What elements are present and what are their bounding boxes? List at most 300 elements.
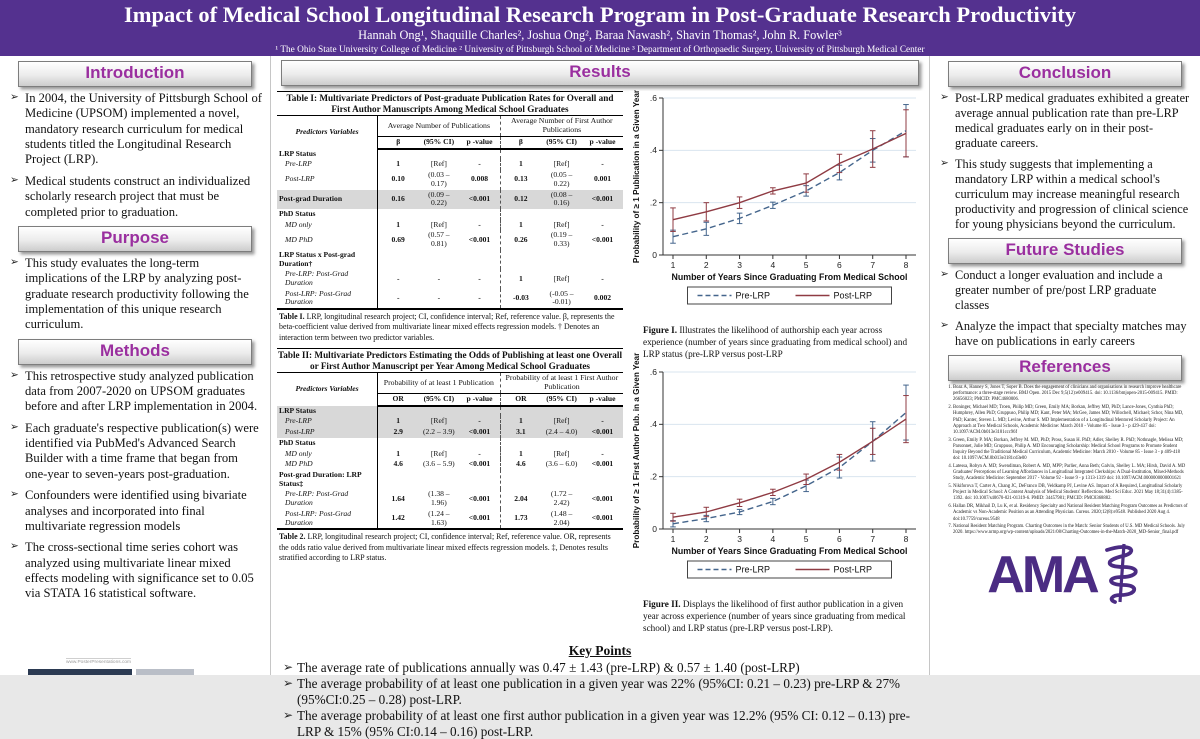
table-cell: 4.6 — [500, 459, 541, 470]
svg-text:3: 3 — [737, 260, 742, 270]
svg-text:Probability of ≥ 1 Publication: Probability of ≥ 1 Publication in a Given Year — [632, 89, 641, 264]
table-cell — [582, 438, 623, 449]
table-cell — [418, 470, 459, 489]
svg-text:6: 6 — [837, 534, 842, 545]
bullet-item — [10, 91, 262, 168]
table-cell: (2.2 – 3.9) — [418, 427, 459, 438]
table-cell — [459, 406, 500, 417]
table1-sub-header: (95% CI) — [418, 136, 459, 148]
key-point-item — [283, 660, 919, 676]
figure1-caption-label: Figure I. — [643, 325, 678, 335]
arrow-bullet-icon: ➢ — [10, 92, 19, 103]
section-heading-introduction: Introduction — [18, 61, 252, 87]
table1-title: Table I: Multivariate Predictors of Post-graduate Publication Rates for Overall and First Author Manuscripts Among Medical School Graduates — [277, 91, 623, 115]
svg-text:Number of Years Since Graduati: Number of Years Since Graduating From Medical School — [671, 272, 908, 282]
table-cell: - — [437, 273, 441, 283]
table-cell — [418, 149, 459, 160]
arrow-bullet-icon: ➢ — [940, 269, 949, 280]
table-cell: 1 — [396, 159, 401, 169]
table-cell: 0.002 — [593, 293, 612, 303]
table-cell: - — [459, 416, 500, 427]
table2-grid — [277, 372, 623, 530]
table-cell: 1 — [500, 449, 541, 460]
table-cell: [Ref] — [430, 448, 447, 458]
reference-item: 4. Latessa, Robyn A. MD; Swendiman, Robert A. MD, MPP; Parlier, Anna Beth; Galvin, Shelley L. MA; Hirsh, David A. MD Graduates' Perceptions of Learning Affordances in Longitudinal Integrated Clerkships: A Dual-Institution, Mixed-Methods Study, Academic Medicine: September 2017 - Volume 92 - Issue 9 - p 1313-1319 doi: 10.1097/ACM.0000000000001621 — [953, 464, 1188, 483]
table-cell — [541, 250, 582, 269]
table1-caption-label: Table I. — [279, 312, 305, 322]
figures-subcolumn — [625, 89, 929, 640]
table-cell — [500, 470, 541, 489]
table-cell — [500, 209, 541, 220]
row-label: Post-LRP — [277, 427, 378, 438]
table-row — [277, 220, 623, 231]
svg-text:8: 8 — [903, 260, 909, 270]
table1-sub-header: (95% CI) — [541, 136, 582, 148]
table-cell: (2.4 – 4.0) — [541, 427, 582, 438]
arrow-bullet-icon: ➢ — [10, 489, 19, 501]
table-row — [277, 416, 623, 427]
table-cell: (3.6 – 6.0) — [545, 459, 578, 469]
svg-text:3: 3 — [737, 534, 742, 545]
table-cell: (0.09 – 0.22) — [418, 190, 459, 209]
reference-item: 2. Boninger, Michael MD; Troen, Philip MD; Green, Emily MA; Borkan, Jeffrey MD, PhD; Lance-Jones, Cynthia PhD; Humphrey, Allen PhD; Gruppuso, Philip MD; Kant, Peter MA; McGee, James MD; Willochell, Michael; Schor, Nina MD, PhD; Kanter, Steven L. MD; Levine, Arthur S. MD Implementation of a Longitudinal Mentored Scholarly Project: An Approach at Two Medical Schools, Academic Medicine: March 2010 - Volume 85 - Issue 3 - p 429-437 doi: 10.1097/ACM.0b013e3181ccc96f — [953, 405, 1188, 436]
table-row — [277, 190, 623, 209]
purpose-body — [0, 256, 270, 333]
figure2-caption-text: Displays the likelihood of first author publication in a given year across experience (number of years since graduating from medical school) and LRP status (pre-LRP versus post-LRP). — [643, 599, 906, 633]
svg-text:5: 5 — [803, 534, 809, 545]
row-label: Post-LRP: Post-Grad Duration — [277, 509, 378, 529]
table1-group-header-2: Average Number of First Author Publications — [500, 116, 623, 137]
row-label: PhD Status — [277, 438, 378, 449]
row-label: Pre-LRP — [277, 416, 378, 427]
table-cell: - — [478, 219, 481, 229]
row-label: Post-LRP — [277, 170, 378, 189]
table2-sub-header: OR — [500, 393, 541, 405]
arrow-bullet-icon: ➢ — [940, 158, 949, 169]
methods-body — [0, 369, 270, 602]
table-cell — [459, 470, 500, 489]
table-cell: (3.6 – 5.9) — [423, 459, 455, 469]
bullet-text: Each graduate's respective publication(s) were identified via PubMed's Advanced Search Builder with a time frame that began from one-year to seven-years post-graduation. — [25, 420, 259, 481]
row-label: Post-grad Duration: LRP Status‡ — [277, 470, 378, 489]
table-cell — [582, 406, 623, 417]
svg-text:2: 2 — [703, 260, 709, 270]
svg-text:Probability of ≥ 1 First Autho: Probability of ≥ 1 First Author Pub. in a Given Year — [632, 353, 641, 549]
table-row — [277, 289, 623, 309]
table-cell: - — [601, 273, 604, 283]
svg-text:8: 8 — [903, 534, 909, 545]
table-cell: <0.001 — [459, 427, 500, 438]
table1-caption-text: LRP, longitudinal research project; CI, confidence interval; Ref, reference value. β, represents the beta-coefficient value derived from multivariate linear mixed effects regression models. † Denotes an interaction term between two predictor variables. — [279, 312, 615, 342]
figure1-caption — [643, 325, 917, 360]
row-label: Pre-LRP: Post-Grad Duration — [277, 269, 378, 288]
arrow-bullet-icon: ➢ — [10, 256, 19, 268]
table-cell: (-0.05 – -0.01) — [549, 288, 574, 307]
svg-text:1: 1 — [670, 534, 676, 545]
svg-text:1: 1 — [670, 260, 676, 270]
poster-affiliations: ¹ The Ohio State University College of Medicine ² University of Pittsburgh School of Medicine ³ Department of Orthopaedic Surgery, University of Pittsburgh Medical Center — [275, 44, 925, 55]
bullet-item — [10, 256, 262, 333]
figure1 — [629, 91, 929, 360]
table-cell: [Ref] — [541, 416, 582, 427]
figure1-caption-text: Illustrates the likelihood of authorship each year across experience (number of years since graduating from medical school) and LRP status (pre-LRP versus post-LRP — [643, 325, 908, 359]
table2-caption-label: Table 2. — [279, 532, 306, 542]
table-cell — [500, 250, 541, 269]
references-list — [944, 385, 1188, 537]
table-cell: - — [396, 293, 400, 303]
figure2-plot — [629, 353, 929, 598]
middle-column — [270, 56, 930, 739]
table-cell — [582, 149, 623, 160]
table-cell: <0.001 — [468, 459, 491, 469]
reference-item: 3. Green, Emily P. MA; Borkan, Jeffrey M. MD, PhD; Pross, Susan H. PhD; Adler, Shelley R. PhD; Nothnagle, Melissa MD; Parsonnet, Julie MD; Gruppuso, Philip A. MD Encouraging Scholarship: Medical School Programs to Promote Student Inquiry Beyond the Traditional Medical Curriculum, Academic Medicine: March 2010 - Volume 85 - Issue 3 - p 409-418 doi: 10.1097/ACM.0b013e3181cd3e00 — [953, 438, 1188, 463]
row-label: Post-LRP: Post-Grad Duration — [277, 289, 378, 309]
table-cell — [418, 438, 459, 449]
row-label: MD only — [277, 449, 378, 460]
table-cell: (0.57 – 0.81) — [428, 230, 450, 249]
table-cell: (1.48 – 2.04) — [550, 508, 573, 527]
svg-text:Number of Years Since Graduati: Number of Years Since Graduating From Medical School — [671, 546, 908, 557]
bullet-text: Confounders were identified using bivariate analyses and incorporated into final multivariate regression models — [25, 488, 247, 533]
arrow-bullet-icon: ➢ — [10, 174, 19, 186]
future-studies-body — [930, 268, 1200, 349]
arrow-bullet-icon: ➢ — [283, 708, 294, 723]
table-cell: (0.05 – 0.22) — [550, 170, 573, 188]
table-cell: (0.03 – 0.17) — [428, 170, 450, 188]
svg-text:4: 4 — [770, 534, 776, 545]
row-label: LRP Status — [277, 406, 378, 417]
row-label: PhD Status — [277, 209, 378, 220]
footer-artifact-bar-light — [136, 669, 194, 675]
table-cell: 0.12 — [500, 190, 541, 209]
table-cell: 4.6 — [393, 459, 403, 469]
table-cell: - — [601, 159, 604, 169]
table-cell: 2.9 — [378, 427, 419, 438]
table-cell: 0.10 — [391, 174, 405, 184]
table-row — [277, 149, 623, 160]
table-cell: (1.24 – 1.63) — [428, 508, 450, 527]
svg-text:.6: .6 — [649, 367, 657, 378]
reference-item: 1. Boaz A, Hanney S, Jones T, Soper B. Does the engagement of clinicians and organisations in research improve healthcare performance: a three-stage review. BMJ Open. 2015 Dec 9;5(12):e009415. doi: 10.1136/bmjopen-2015-009415. PMID: 26656023; PMCID: PMC4680006. — [953, 385, 1188, 404]
table-cell: (0.08 – 0.16) — [541, 190, 582, 209]
bullet-item — [10, 174, 262, 220]
table-cell: [Ref] — [553, 273, 570, 283]
table-row — [277, 459, 623, 470]
key-point-text: The average rate of publications annually was 0.47 ± 1.43 (pre-LRP) & 0.57 ± 1.40 (post-LRP) — [297, 659, 800, 675]
bullet-text: In 2004, the University of Pittsburgh School of Medicine (UPSOM) implemented a novel, mandatory research curriculum for medical students titled the Longitudinal Research Project (LRP). — [25, 91, 262, 167]
row-label: MD only — [277, 220, 378, 231]
table1-sub-header: p -value — [582, 136, 623, 148]
svg-text:6: 6 — [837, 260, 842, 270]
svg-text:Post-LRP: Post-LRP — [833, 564, 873, 575]
bullet-item — [940, 157, 1192, 232]
table-cell — [541, 470, 582, 489]
table-cell — [500, 438, 541, 449]
table-cell: 0.16 — [378, 190, 419, 209]
arrow-bullet-icon: ➢ — [940, 92, 949, 103]
key-point-text: The average probability of at least one first author publication in a given year was 12.2% (95% CI: 0.12 – 0.13) pre-LRP & 15% (95% CI:0.14 – 0.16) post-LRP. — [297, 708, 911, 739]
row-label: Pre-LRP — [277, 159, 378, 170]
table-cell: <0.001 — [468, 234, 491, 244]
table-cell — [378, 470, 419, 489]
svg-text:.4: .4 — [649, 419, 657, 430]
table-row — [277, 489, 623, 508]
table1-sub-header: β — [500, 136, 541, 148]
table-cell: 2.04 — [500, 489, 541, 508]
bullet-item — [10, 421, 262, 482]
table-cell — [459, 209, 500, 220]
table-row — [277, 438, 623, 449]
table-cell: [Ref] — [553, 448, 570, 458]
table-cell — [459, 149, 500, 160]
table-cell — [418, 250, 459, 269]
key-point-item — [283, 676, 919, 707]
table2-sub-header: (95% CI) — [418, 393, 459, 405]
svg-text:.2: .2 — [649, 197, 657, 208]
table-cell — [541, 438, 582, 449]
bullet-text: This study suggests that implementing a mandatory LRP within a medical school's curriculum may increase meaningful research productivity and progression of clinical science for young physicians beyond the curriculum. — [955, 157, 1189, 231]
table-cell: [Ref] — [430, 159, 447, 169]
bullet-text: The cross-sectional time series cohort was analyzed using multivariate linear mixed effects modeling with significance set to 0.05 via STATA 16 statistical software. — [25, 540, 254, 601]
table-cell: <0.001 — [591, 459, 614, 469]
table2-title: Table II: Multivariate Predictors Estimating the Odds of Publishing at least one Overall or First Author Manuscript per Year Among Medical School Graduates — [277, 349, 623, 372]
table-cell: -0.03 — [500, 289, 541, 309]
bullet-text: This retrospective study analyzed publication data from 2007-2020 on UPSOM graduates before and after LRP implementation in 2004. — [25, 368, 258, 414]
row-label: LRP Status — [277, 149, 378, 160]
tables-subcolumn — [271, 89, 625, 640]
table-cell: (0.19 – 0.33) — [550, 230, 573, 249]
table2-caption — [279, 532, 621, 563]
figure2 — [629, 353, 929, 634]
right-column — [930, 56, 1200, 675]
table-cell: [Ref] — [430, 219, 447, 229]
table-cell — [582, 470, 623, 489]
poster-header — [0, 0, 1200, 56]
row-label: MD PhD — [277, 230, 378, 249]
key-points — [271, 643, 929, 739]
bullet-text: Conduct a longer evaluation and include a greater number of pre/post LRP graduate classes — [955, 268, 1163, 312]
introduction-body — [0, 91, 270, 220]
table-cell: [Ref] — [553, 159, 570, 169]
table-cell: 1.64 — [391, 493, 405, 503]
section-heading-conclusion: Conclusion — [948, 61, 1182, 87]
svg-text:4: 4 — [770, 260, 776, 270]
poster-template-watermark: www.PosterPresentations.com — [66, 660, 132, 665]
table-cell: 1 — [500, 416, 541, 427]
bullet-text: Medical students construct an individualized scholarly research project that must be completed prior to graduation. — [25, 173, 251, 219]
ama-logo-text: AMA — [987, 546, 1097, 605]
table-cell: 0.001 — [593, 174, 612, 184]
table1-sub-header: β — [378, 136, 419, 148]
table-row — [277, 159, 623, 170]
table-cell: - — [582, 416, 623, 427]
figure2-caption — [643, 599, 917, 634]
section-heading-future-studies: Future Studies — [948, 238, 1182, 264]
section-heading-references: References — [948, 355, 1182, 381]
table-cell: [Ref] — [418, 416, 459, 427]
table-cell: 1 — [378, 416, 419, 427]
table-cell — [459, 250, 500, 269]
table-cell — [582, 250, 623, 269]
section-heading-purpose: Purpose — [18, 226, 252, 252]
arrow-bullet-icon: ➢ — [940, 320, 949, 331]
table-cell: 0.008 — [470, 174, 489, 184]
bullet-text: Analyze the impact that specialty matches may have on publications in early careers — [955, 319, 1187, 348]
table-cell: 3.1 — [500, 427, 541, 438]
arrow-bullet-icon: ➢ — [283, 659, 294, 674]
table1-sub-header: p -value — [459, 136, 500, 148]
bullet-item — [940, 319, 1192, 349]
bullet-item — [10, 488, 262, 534]
caduceus-icon — [1097, 542, 1143, 609]
svg-text:5: 5 — [803, 260, 809, 270]
table-cell — [378, 149, 419, 160]
table2-sub-header: p -value — [459, 393, 500, 405]
table-cell: <0.001 — [459, 190, 500, 209]
svg-text:0: 0 — [652, 524, 657, 535]
reference-item: 7. National Resident Matching Program. Charting Outcomes in the Match: Senior Students of U.S. MD Medical Schools. July 2020. https://www.nrmp.org/wp-content/uploads/2021/08/Charting-Outcomes-in-the-Match-2020_MD-Senior_final.pdf — [953, 524, 1188, 536]
table-row — [277, 509, 623, 529]
table-row — [277, 427, 623, 438]
section-heading-results: Results — [281, 60, 919, 86]
table-cell — [500, 406, 541, 417]
table-cell: - — [478, 448, 481, 458]
table-cell: <0.001 — [591, 513, 614, 523]
table-cell — [500, 149, 541, 160]
svg-text:Post-LRP: Post-LRP — [833, 290, 873, 301]
table-cell: 1 — [396, 219, 401, 229]
table-cell: 0.13 — [500, 170, 541, 189]
table-cell: - — [478, 159, 481, 169]
bullet-item — [940, 268, 1192, 313]
table-row — [277, 470, 623, 489]
svg-text:7: 7 — [870, 534, 876, 545]
figure2-caption-label: Figure II. — [643, 599, 681, 610]
table-cell: - — [478, 293, 481, 303]
bullet-item — [940, 91, 1192, 151]
table-cell: <0.001 — [468, 513, 491, 523]
table1-label-header: Predictors Variables — [277, 116, 378, 149]
table-cell — [378, 209, 419, 220]
table-row — [277, 170, 623, 189]
table-cell: - — [437, 293, 441, 303]
table2-caption-text: LRP, longitudinal research project; CI, confidence interval; Ref, reference value. OR, represents the odds ratio value derived from multivariate linear mixed effects regression models. ‡, Denotes results stratified according to LRP status. — [279, 532, 611, 562]
table-cell: <0.001 — [591, 234, 614, 244]
poster-title: Impact of Medical School Longitudinal Research Program in Post-Graduate Research Productivity — [123, 2, 1077, 27]
table2-group-header-2: Probability of at least 1 First Author Publication — [500, 373, 623, 394]
key-points-heading: Key Points — [568, 642, 632, 658]
table1-caption — [279, 312, 621, 343]
table2-sub-header: OR — [378, 393, 419, 405]
table-cell — [378, 250, 419, 269]
table-cell: [Ref] — [553, 219, 570, 229]
row-label: Post-grad Duration — [277, 190, 378, 209]
left-column — [0, 56, 270, 675]
conclusion-body — [930, 91, 1200, 232]
row-label: Pre-LRP: Post-Grad Duration — [277, 489, 378, 508]
table-cell: (1.38 – 1.96) — [428, 489, 450, 508]
row-label: MD PhD — [277, 459, 378, 470]
table-row — [277, 209, 623, 220]
svg-text:2: 2 — [703, 534, 709, 545]
table-cell: - — [478, 273, 481, 283]
arrow-bullet-icon: ➢ — [283, 676, 294, 691]
table-cell: 1.73 — [500, 509, 541, 529]
bullet-item — [10, 540, 262, 601]
table1-grid — [277, 115, 623, 310]
table-cell — [378, 406, 419, 417]
table-cell: - — [396, 273, 400, 283]
table-row — [277, 230, 623, 249]
bullet-text: Post-LRP medical graduates exhibited a greater average annual publication rate than pre-LRP medical graduates early on in their post-graduate careers. — [955, 91, 1190, 150]
table-cell: - — [601, 219, 604, 229]
svg-text:.2: .2 — [649, 471, 657, 482]
table2-group-header-1: Probability of at least 1 Publication — [378, 373, 501, 394]
svg-text:.6: .6 — [649, 92, 657, 103]
table-cell: <0.001 — [591, 493, 614, 503]
svg-text:.4: .4 — [649, 145, 657, 156]
footer-artifact-bar — [28, 669, 132, 675]
table-cell: 1 — [500, 220, 541, 231]
table-row — [277, 269, 623, 288]
key-point-text: The average probability of at least one publication in a given year was 22% (95%CI: 0.21 – 0.23) pre-LRP & 27% (95%CI:0.25 – 0.28) post-LRP. — [297, 676, 901, 707]
table-cell: 0.26 — [500, 230, 541, 249]
table-row — [277, 250, 623, 269]
table2-sub-header: (95% CI) — [541, 393, 582, 405]
table2 — [277, 348, 623, 563]
figure1-plot — [629, 91, 929, 324]
table-cell: 1 — [500, 159, 541, 170]
svg-text:7: 7 — [870, 260, 876, 270]
table-cell — [541, 149, 582, 160]
table1 — [277, 91, 623, 343]
table-row — [277, 449, 623, 460]
table-cell: <0.001 — [582, 190, 623, 209]
table-row — [277, 406, 623, 417]
table-cell: (1.72 – 2.42) — [550, 489, 573, 508]
bullet-item — [10, 369, 262, 415]
reference-item: 5. Nikiforova T, Carter A, Chang JC, DeFranco DB, Veldkamp PJ, Levine AS. Impact of A Required, Longitudinal Scholarly Project in Medical School: A Content Analysis of Medical Students' Reflections. Med Sci Educ. 2021 May 18;31(4):1385-1392. doi: 10.1007/s40670-021-01319-6. PMID: 34457981; PMCID: PMC8368882. — [953, 484, 1188, 503]
arrow-bullet-icon: ➢ — [10, 541, 19, 553]
svg-text:0: 0 — [652, 249, 657, 260]
ama-logo — [930, 542, 1200, 609]
table-cell — [541, 406, 582, 417]
row-label: LRP Status x Post-grad Duration† — [277, 250, 378, 269]
table2-sub-header: p -value — [582, 393, 623, 405]
table-cell: <0.001 — [468, 493, 491, 503]
table2-label-header: Predictors Variables — [277, 373, 378, 406]
arrow-bullet-icon: ➢ — [10, 369, 19, 381]
table-cell: - — [601, 448, 604, 458]
key-point-item — [283, 708, 919, 739]
table-cell: 1 — [500, 269, 541, 288]
table-cell — [418, 209, 459, 220]
arrow-bullet-icon: ➢ — [10, 421, 19, 433]
section-heading-methods: Methods — [18, 339, 252, 365]
reference-item: 6. Hallan DR, Mikhail D, Lu K, et al. Residency Specialty and National Resident Matching Program Outcomes as Predictors of Academic vs Non-Academic Position as an Attending Physician. Cureus. 2020;12(8):e9548. Published 2020 Aug 4. doi:10.7759/cureus.9548 — [953, 504, 1188, 523]
table-cell: 1.42 — [391, 513, 405, 523]
table-cell — [378, 438, 419, 449]
table1-group-header-1: Average Number of Publications — [378, 116, 501, 137]
table-cell — [582, 209, 623, 220]
table-cell: 1 — [396, 448, 401, 458]
bullet-text: This study evaluates the long-term implications of the LRP by analyzing post-graduate research productivity following the implementation of this unique research curriculum. — [25, 255, 249, 332]
table-cell: <0.001 — [582, 427, 623, 438]
table-cell — [459, 438, 500, 449]
svg-text:Pre-LRP: Pre-LRP — [735, 564, 771, 575]
poster-authors: Hannah Ong¹, Shaquille Charles², Joshua Ong², Baraa Nawash², Shavin Thomas², John R. Fowler³ — [358, 27, 842, 42]
table-cell — [541, 209, 582, 220]
